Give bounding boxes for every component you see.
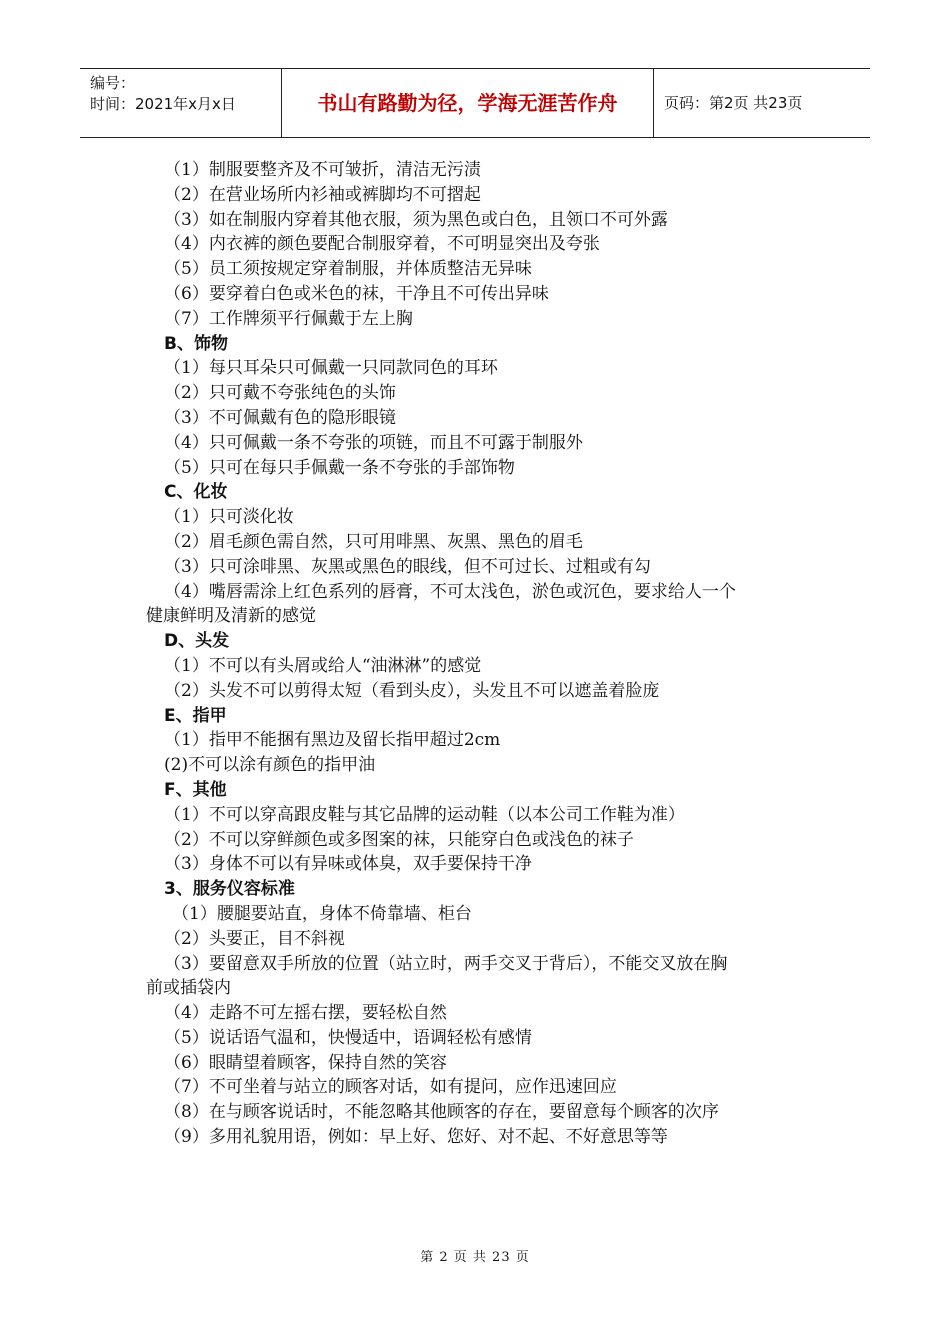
paragraph-line: （3）身体不可以有异味或体臭，双手要保持干净 (164, 854, 532, 875)
paragraph-line: （1）不可以有头屑或给人“油淋淋”的感觉 (164, 655, 482, 676)
paragraph-line: （4）只可佩戴一条不夸张的项链，而且不可露于制服外 (164, 432, 583, 453)
paragraph-line: （7）工作牌须平行佩戴于左上胸 (164, 308, 413, 329)
paragraph-line: （5）说话语气温和，快慢适中，语调轻松有感情 (164, 1027, 532, 1048)
paragraph-line: 健康鲜明及清新的感觉 (146, 606, 316, 627)
section-heading: 3、服务仪容标准 (164, 879, 295, 900)
section-heading: E、指甲 (164, 705, 227, 726)
header-meta-cell (80, 69, 282, 137)
paragraph-line: （2）只可戴不夸张纯色的头饰 (164, 383, 396, 404)
paragraph-line: （1）只可淡化妆 (164, 507, 294, 528)
paragraph-line: （1）腰腿要站直，身体不倚靠墙、柜台 (172, 903, 472, 924)
document-body (146, 158, 816, 1150)
paragraph-line: （4）嘴唇需涂上红色系列的唇膏，不可太浅色，淤色或沉色，要求给人一个 (164, 581, 736, 602)
header-page-info: 页码：第2页 共23页 (664, 94, 803, 112)
paragraph-line: （1）不可以穿高跟皮鞋与其它品牌的运动鞋（以本公司工作鞋为准） (164, 804, 685, 825)
paragraph-line: （1）指甲不能捆有黑边及留长指甲超过2cm (164, 730, 501, 751)
paragraph-line: （5）只可在每只手佩戴一条不夸张的手部饰物 (164, 457, 515, 478)
paragraph-line: （6）要穿着白色或米色的袜，干净且不可传出异味 (164, 283, 549, 304)
paragraph-line: （7）不可坐着与站立的顾客对话，如有提问，应作迅速回应 (164, 1077, 617, 1098)
section-heading: F、其他 (164, 779, 227, 800)
paragraph-line: （2）头发不可以剪得太短（看到头皮），头发且不可以遮盖着脸庞 (164, 680, 660, 701)
paragraph-line: （3）要留意双手所放的位置（站立时，两手交叉于背后），不能交叉放在胸 (164, 953, 728, 974)
paragraph-line: （5）员工须按规定穿着制服，并体质整洁无异味 (164, 259, 532, 280)
paragraph-line: （3）不可佩戴有色的隐形眼镜 (164, 407, 396, 428)
paragraph-line: （1）每只耳朵只可佩戴一只同款同色的耳环 (164, 358, 498, 379)
paragraph-line: （1）制服要整齐及不可皱折，清洁无污渍 (164, 160, 481, 180)
paragraph-line: （2）头要正，目不斜视 (164, 928, 345, 949)
number-label: 编号： (90, 74, 136, 92)
page-header (80, 68, 870, 138)
paragraph-line: （4）走路不可左摇右摆，要轻松自然 (164, 1003, 447, 1024)
paragraph-line: 前或插袋内 (146, 978, 231, 999)
section-heading: D、头发 (164, 631, 230, 652)
header-motto: 书山有路勤为径，学海无涯苦作舟 (282, 69, 654, 137)
section-heading: C、化妆 (164, 482, 228, 503)
paragraph-line: （9）多用礼貌用语，例如：早上好、您好、对不起、不好意思等等 (164, 1127, 668, 1148)
paragraph-line: （2）眉毛颜色需自然，只可用啡黑、灰黑、黑色的眉毛 (164, 531, 583, 552)
time-label: 时间：2021年x月x日 (90, 95, 236, 113)
paragraph-line: （2）不可以穿鲜颜色或多图案的袜，只能穿白色或浅色的袜子 (164, 829, 634, 850)
paragraph-line: (2)不可以涂有颜色的指甲油 (164, 755, 376, 776)
paragraph-line: （4）内衣裤的颜色要配合制服穿着，不可明显突出及夸张 (164, 234, 600, 255)
paragraph-line: （8）在与顾客说话时，不能忽略其他顾客的存在，要留意每个顾客的次序 (164, 1102, 719, 1123)
paragraph-line: （3）只可涂啡黑、灰黑或黑色的眼线，但不可过长、过粗或有勾 (164, 556, 651, 577)
page-footer: 第 2 页 共 23 页 (420, 1250, 530, 1265)
section-heading: B、饰物 (164, 333, 228, 354)
paragraph-line: （2）在营业场所内衫袖或裤脚均不可摺起 (164, 184, 481, 205)
paragraph-line: （6）眼睛望着顾客，保持自然的笑容 (164, 1052, 447, 1073)
paragraph-line: （3）如在制服内穿着其他衣服，须为黑色或白色，且领口不可外露 (164, 209, 668, 230)
